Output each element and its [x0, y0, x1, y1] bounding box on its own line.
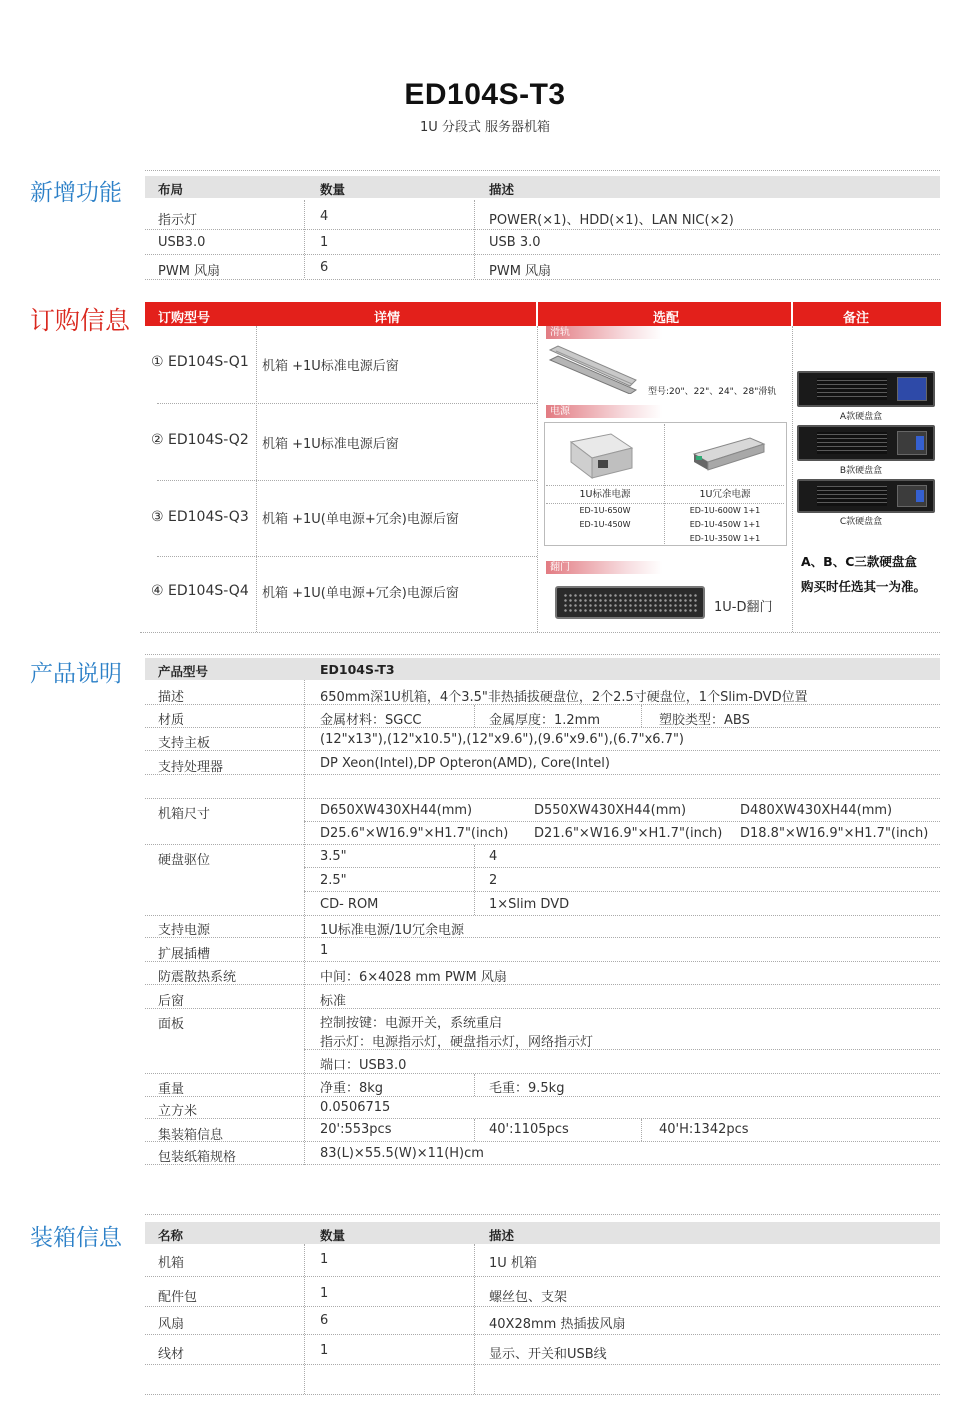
spec-value: D21.6"×W16.9"×H1.7"(inch) [534, 826, 723, 841]
product-model-value: ED104S-T3 [320, 662, 395, 677]
spec-value: 端口：USB3.0 [320, 1058, 407, 1073]
table-cell: 1U 机箱 [489, 1256, 537, 1271]
remark-note-line2: 购买时任选其一为准。 [801, 579, 927, 594]
table-cell: 6 [320, 1313, 329, 1328]
spec-value: 中间：6×4028 mm PWM 风扇 [320, 970, 507, 985]
row-divider [145, 984, 940, 985]
psu-std-model: ED-1U-450W [579, 520, 631, 529]
row-divider [304, 1049, 940, 1050]
row-divider [145, 1276, 940, 1277]
table-cell: 机箱 [158, 1256, 185, 1271]
header-separator [536, 302, 538, 326]
spec-value: DP Xeon(Intel),DP Opteron(AMD), Core(Intel) [320, 756, 610, 771]
col-divider [474, 1074, 475, 1096]
row-divider [145, 1141, 940, 1142]
spec-value: 40':1105pcs [489, 1122, 569, 1137]
col-divider [474, 1244, 475, 1394]
table-cell: USB3.0 [158, 235, 206, 250]
spec-value: D18.8"×W16.9"×H1.7"(inch) [740, 826, 929, 841]
drive-cage-c-image [797, 479, 935, 513]
rail-image [546, 342, 638, 394]
psu-redundant-model: ED-1U-450W 1+1 [689, 520, 761, 529]
spec-label: 扩展插槽 [158, 947, 211, 962]
spec-label: 硬盘驱位 [158, 853, 211, 868]
table-cell: 风扇 [158, 1317, 185, 1332]
spec-value: 0.0506715 [320, 1100, 391, 1115]
spec-value: 净重：8kg [320, 1081, 384, 1096]
row-divider [145, 1306, 940, 1307]
col-divider [304, 680, 305, 1165]
section-title-features: 新增功能 [30, 180, 122, 206]
spec-label: 面板 [158, 1017, 185, 1032]
drive-cage-a-image [797, 371, 935, 407]
spec-label: 支持处理器 [158, 760, 224, 775]
row-divider [145, 1073, 940, 1074]
spec-value: (12"x13"),(12"x10.5"),(12"x9.6"),(9.6"x9.6"),(6.7"x6.7") [320, 732, 684, 747]
spec-value: 3.5" [320, 849, 347, 864]
section-title-product: 产品说明 [30, 661, 122, 687]
col-divider [537, 326, 538, 632]
remark-note-line1: A、B、C三款硬盘盒 [801, 554, 917, 569]
packing-header [145, 1222, 940, 1244]
col-header-count: 数量 [320, 182, 346, 197]
table-cell: 指示灯 [158, 213, 198, 228]
col-divider [641, 705, 642, 727]
row-divider [145, 279, 940, 280]
row-divider [140, 632, 940, 633]
drive-cage-b-image [797, 425, 935, 461]
row-divider [145, 1394, 940, 1395]
psu-tag: 电源 [546, 405, 662, 418]
spec-value: 2 [489, 873, 498, 888]
row-divider [145, 229, 940, 230]
col-header-count: 数量 [320, 1228, 346, 1243]
table-cell: 6 [320, 260, 329, 275]
spec-value: 2.5" [320, 873, 347, 888]
divider [145, 654, 940, 655]
divider [145, 1214, 940, 1215]
row-divider [145, 1164, 940, 1165]
col-header-desc: 描述 [489, 1228, 515, 1243]
drive-cage-c-label: C款硬盘盒 [839, 517, 883, 527]
section-title-packing: 装箱信息 [30, 1225, 122, 1251]
spec-value: 标准 [320, 994, 347, 1009]
row-divider [145, 915, 940, 916]
table-cell: 1 [320, 1252, 329, 1267]
col-divider [641, 1119, 642, 1141]
row-divider [145, 774, 940, 775]
col-header-name: 名称 [158, 1228, 184, 1243]
row-divider [157, 480, 537, 481]
psu-std-label: 1U标准电源 [579, 489, 631, 500]
row-divider [157, 403, 537, 404]
door-label: 1U-D翻门 [714, 600, 773, 615]
col-divider [474, 845, 475, 915]
features-header [145, 176, 940, 198]
row-divider [145, 1096, 940, 1097]
spec-value: 控制按键：电源开关，系统重启 [320, 1016, 503, 1031]
model-code: ① ED104S-Q1 [151, 354, 249, 370]
spec-value: D650XW430XH44(mm) [320, 803, 473, 818]
psu-std-image [566, 430, 636, 482]
spec-value: 塑胶类型：ABS [659, 713, 750, 728]
table-cell: PWM 风扇 [158, 264, 221, 279]
col-header-remarks: 备注 [843, 311, 870, 326]
door-grille [563, 593, 697, 612]
spec-label: 机箱尺寸 [158, 807, 211, 822]
table-cell: 4 [320, 209, 329, 224]
header-separator [791, 302, 793, 326]
table-cell: 线材 [158, 1347, 185, 1362]
col-header-options: 选配 [653, 311, 680, 326]
spec-value: 指示灯：电源指示灯，硬盘指示灯，网络指示灯 [320, 1035, 594, 1050]
row-divider [145, 727, 940, 728]
spec-label: 重量 [158, 1082, 185, 1097]
row-divider [304, 821, 940, 822]
model-detail: 机箱 +1U(单电源+冗余)电源后窗 [262, 512, 459, 527]
row-divider [145, 937, 940, 938]
col-divider [474, 705, 475, 727]
drive-cage-b-label: B款硬盘盒 [839, 466, 883, 476]
row-divider [145, 1364, 940, 1365]
row-divider [145, 798, 940, 799]
spec-label: 材质 [158, 713, 185, 728]
spec-value: 40'H:1342pcs [659, 1122, 749, 1137]
spec-value: 1U标准电源/1U冗余电源 [320, 923, 464, 938]
table-cell: 1 [320, 1343, 329, 1358]
table-cell: 配件包 [158, 1290, 198, 1305]
col-divider [304, 200, 305, 278]
spec-value: 4 [489, 849, 498, 864]
col-divider [474, 1119, 475, 1141]
spec-value: 金属材料：SGCC [320, 713, 422, 728]
rail-models: 型号:20"、22"、24"、28"滑轨 [648, 387, 777, 397]
row-divider [145, 1334, 940, 1335]
table-cell: 1 [320, 1286, 329, 1301]
col-divider [792, 326, 793, 632]
row-divider [145, 961, 940, 962]
spec-value: 1×Slim DVD [489, 897, 570, 912]
drive-cage-a-label: A款硬盘盒 [839, 412, 883, 422]
psu-redundant-model: ED-1U-350W 1+1 [689, 534, 761, 543]
spec-label: 支持电源 [158, 923, 211, 938]
product-header [145, 658, 940, 680]
page-title: ED104S-T3 [404, 78, 566, 111]
psu-redundant-image [690, 432, 770, 472]
row-divider [145, 254, 940, 255]
spec-value: CD- ROM [320, 897, 379, 912]
divider [145, 170, 940, 171]
col-divider [304, 1244, 305, 1394]
table-cell: 1 [320, 235, 329, 250]
spec-label: 支持主板 [158, 736, 211, 751]
row-divider [145, 844, 940, 845]
col-header-layout: 布局 [158, 182, 184, 197]
model-detail: 机箱 +1U标准电源后窗 [262, 359, 399, 374]
row-divider [157, 556, 537, 557]
spec-value: D25.6"×W16.9"×H1.7"(inch) [320, 826, 509, 841]
spec-value: 金属厚度：1.2mm [489, 713, 601, 728]
table-cell: 显示、开关和USB线 [489, 1347, 607, 1362]
spec-value: 83(L)×55.5(W)×11(H)cm [320, 1146, 484, 1161]
product-model-label: 产品型号 [158, 664, 209, 679]
model-code: ② ED104S-Q2 [151, 432, 249, 448]
table-cell: USB 3.0 [489, 235, 541, 250]
model-code: ④ ED104S-Q4 [151, 583, 249, 599]
spec-value: 1 [320, 943, 329, 958]
spec-label: 立方米 [158, 1104, 198, 1119]
row-divider [546, 503, 784, 504]
door-tag: 翻门 [546, 561, 662, 574]
model-code: ③ ED104S-Q3 [151, 509, 249, 525]
psu-redundant-model: ED-1U-600W 1+1 [689, 506, 761, 515]
ordering-header-bar [145, 302, 941, 326]
col-divider [256, 326, 257, 632]
door-image [555, 586, 705, 619]
psu-std-model: ED-1U-650W [579, 506, 631, 515]
table-cell: 螺丝包、支架 [489, 1290, 568, 1305]
col-header-detail: 详情 [374, 311, 401, 326]
spec-label: 后窗 [158, 994, 185, 1009]
table-cell: PWM 风扇 [489, 264, 552, 279]
rail-tag: 滑轨 [546, 326, 662, 339]
col-divider [474, 200, 475, 278]
section-title-ordering: 订购信息 [30, 306, 131, 335]
row-divider [145, 704, 940, 705]
row-divider [145, 1008, 940, 1009]
spec-label: 包装纸箱规格 [158, 1150, 237, 1165]
spec-label: 防震散热系统 [158, 970, 237, 985]
spec-label: 集装箱信息 [158, 1128, 224, 1143]
row-divider [145, 750, 940, 751]
page-subtitle: 1U 分段式 服务器机箱 [419, 120, 551, 135]
spec-value: D550XW430XH44(mm) [534, 803, 687, 818]
spec-label: 描述 [158, 690, 185, 705]
table-cell: 40X28mm 热插拔风扇 [489, 1317, 626, 1332]
spec-value: 20':553pcs [320, 1122, 392, 1137]
row-divider [145, 1118, 940, 1119]
col-header-desc: 描述 [489, 182, 515, 197]
row-divider [304, 891, 940, 892]
model-detail: 机箱 +1U(单电源+冗余)电源后窗 [262, 586, 459, 601]
psu-redundant-label: 1U冗余电源 [699, 489, 751, 500]
col-header-model: 订购型号 [158, 311, 211, 326]
model-detail: 机箱 +1U标准电源后窗 [262, 437, 399, 452]
spec-value: 650mm深1U机箱，4个3.5"非热插拔硬盘位，2个2.5寸硬盘位，1个Slim-DVD位置 [320, 690, 808, 705]
spec-value: D480XW430XH44(mm) [740, 803, 893, 818]
row-divider [304, 867, 940, 868]
table-cell: POWER(×1)、HDD(×1)、LAN NIC(×2) [489, 213, 734, 228]
spec-value: 毛重：9.5kg [489, 1081, 565, 1096]
